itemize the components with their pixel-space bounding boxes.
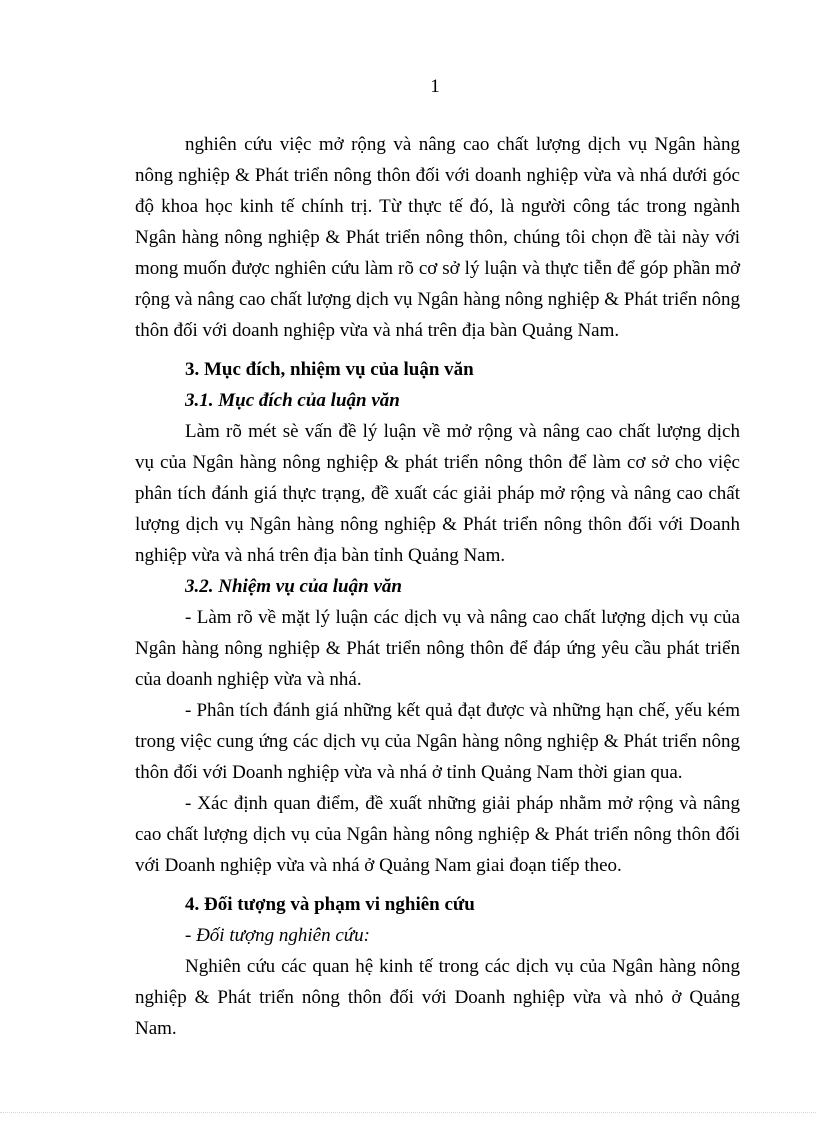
page-bottom-divider	[0, 1112, 816, 1113]
section-heading-scope: 4. Đối tượng và phạm vi nghiên cứu	[185, 894, 475, 915]
research-object-label: - Đối tượng nghiên cứu:	[185, 925, 370, 946]
goal-paragraph: Làm rõ mét sè vấn đề lý luận về mở rộng và nâng cao chất lượng dịch vụ của Ngân hàng nông nghiệp & phát triển nông thôn để làm cơ sở cho việc phân tích đánh giá thực trạng, đề xuất các giải pháp mở rộng và nâng cao chất lượng dịch vụ Ngân hàng nông nghiệp & Phát triển nông thôn đối với Doanh nghiệp vừa và nhá trên địa bàn tỉnh Quảng Nam.	[135, 421, 740, 566]
task-item-1: - Làm rõ về mặt lý luận các dịch vụ và nâng cao chất lượng dịch vụ của Ngân hàng nông nghiệp & Phát triển nông thôn để đáp ứng yêu cầu phát triển của doanh nghiệp vừa và nhá.	[135, 607, 740, 690]
section-heading-purpose: 3. Mục đích, nhiệm vụ của luận văn	[185, 359, 474, 380]
page-number: 1	[430, 76, 440, 97]
intro-paragraph: nghiên cứu việc mở rộng và nâng cao chất lượng dịch vụ Ngân hàng nông nghiệp & Phát triển nông thôn đối với doanh nghiệp vừa và nhá dưới góc độ khoa học kinh tế chính trị. Từ thực tế đó, là người công tác trong ngành Ngân hàng nông nghiệp & Phát triển nông thôn, chúng tôi chọn đề tài này với mong muốn được nghiên cứu làm rõ cơ sở lý luận và thực tiễn để góp phần mở rộng và nâng cao chất lượng dịch vụ Ngân hàng nông nghiệp & Phát triển nông thôn đối với doanh nghiệp vừa và nhá trên địa bàn Quảng Nam.	[135, 134, 740, 341]
task-item-3: - Xác định quan điểm, đề xuất những giải pháp nhằm mở rộng và nâng cao chất lượng dịch vụ của Ngân hàng nông nghiệp & Phát triển nông thôn đối với Doanh nghiệp vừa và nhá ở Quảng Nam giai đoạn tiếp theo.	[135, 793, 740, 876]
research-object-paragraph: Nghiên cứu các quan hệ kinh tế trong các dịch vụ của Ngân hàng nông nghiệp & Phát triển nông thôn đối với Doanh nghiệp vừa và nhỏ ở Quảng Nam.	[135, 956, 740, 1039]
page-content	[135, 129, 740, 1044]
subsection-heading-tasks: 3.2. Nhiệm vụ của luận văn	[185, 576, 402, 597]
task-item-2: - Phân tích đánh giá những kết quả đạt được và những hạn chế, yếu kém trong việc cung ứng các dịch vụ của Ngân hàng nông nghiệp & Phát triển nông thôn đối với Doanh nghiệp vừa và nhá ở tỉnh Quảng Nam thời gian qua.	[135, 700, 740, 783]
subsection-heading-goal: 3.1. Mục đích của luận văn	[185, 390, 400, 411]
